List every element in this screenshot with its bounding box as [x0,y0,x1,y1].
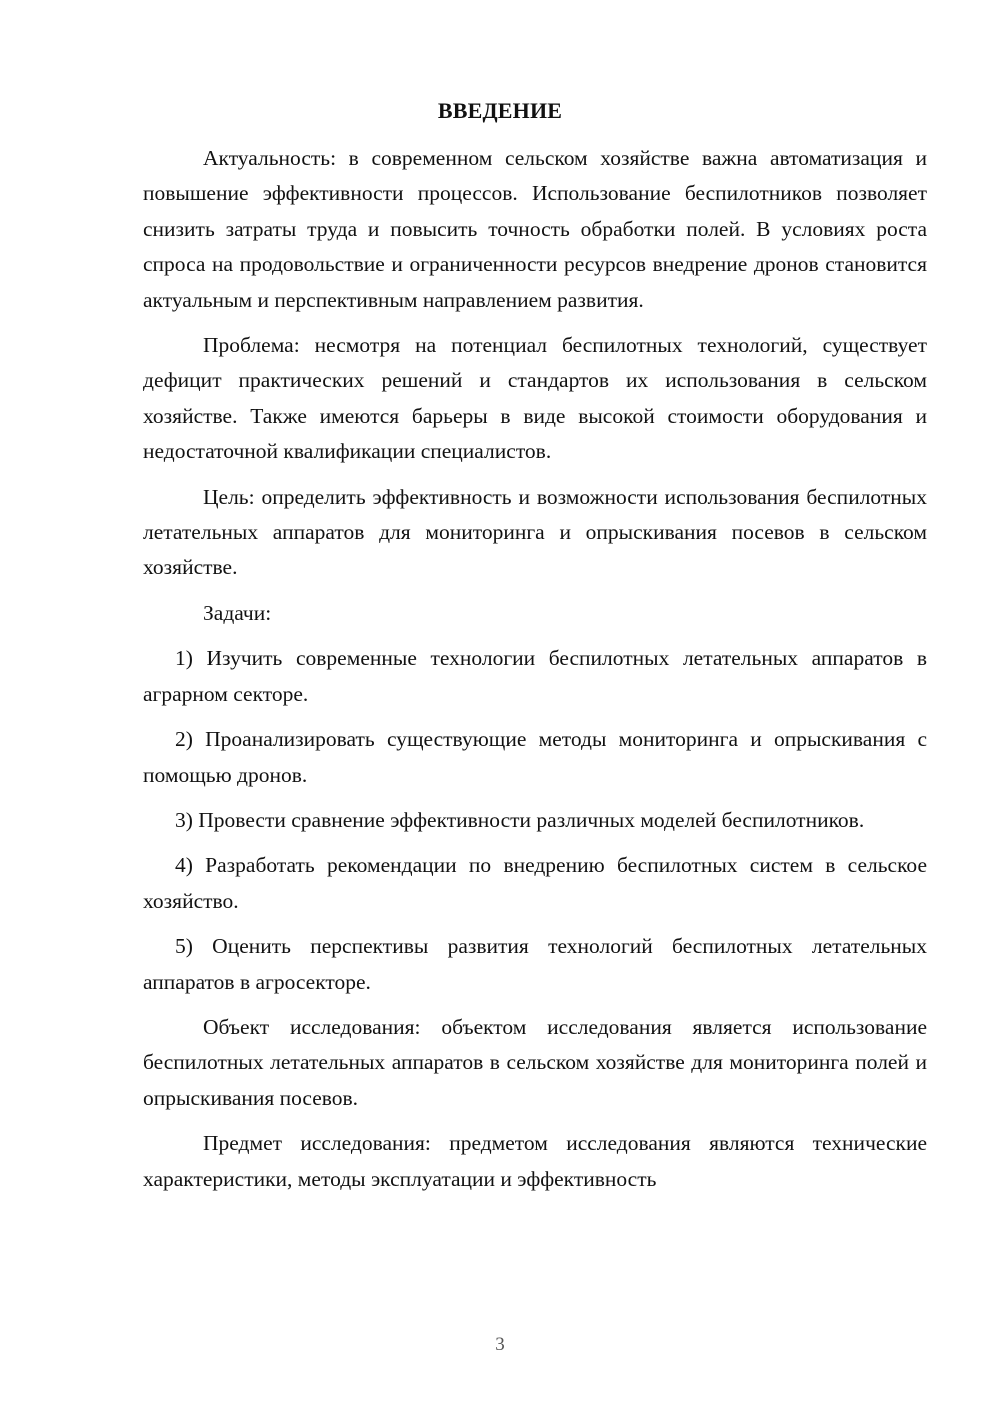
paragraph-object: Объект исследования: объектом исследования является использование беспилотных летательных аппаратов в сельском хозяйстве для мониторинга полей и опрыскивания посевов. [143,1014,927,1110]
paragraph-relevance: Актуальность: в современном сельском хозяйстве важна автоматизация и повышение эффективности процессов. Использование беспилотников позволяет снизить затраты труда и повысить точность обработки полей. В условиях роста спроса на продовольствие и ограниченности ресурсов внедрение дронов становится актуальным и перспективным направлением развития. [143,146,927,312]
section-title: ВВЕДЕНИЕ [437,98,563,123]
task-item: 1) Изучить современные технологии беспилотных летательных аппаратов в аграрном секторе. [143,646,927,706]
paragraph-problem: Проблема: несмотря на потенциал беспилотных технологий, существует дефицит практических решений и стандартов их использования в сельском хозяйстве. Также имеются барьеры в виде высокой стоимости оборудования и недостаточной квалификации специалистов. [143,333,927,464]
tasks-heading: Задачи: [203,600,272,625]
document-body [143,141,927,1197]
page-number: 3 [495,1334,505,1355]
task-item: 3) Провести сравнение эффективности различных моделей беспилотников. [175,807,865,832]
task-item: 5) Оценить перспективы развития технологий беспилотных летательных аппаратов в агросекторе. [143,934,927,994]
task-item: 4) Разработать рекомендации по внедрению беспилотных систем в сельское хозяйство. [143,853,927,913]
task-item: 2) Проанализировать существующие методы мониторинга и опрыскивания с помощью дронов. [143,727,927,787]
paragraph-subject: Предмет исследования: предметом исследования являются технические характеристики, методы эксплуатации и эффективность [143,1131,927,1191]
paragraph-goal: Цель: определить эффективность и возможности использования беспилотных летательных аппаратов для мониторинга и опрыскивания посевов в сельском хозяйстве. [143,484,927,580]
